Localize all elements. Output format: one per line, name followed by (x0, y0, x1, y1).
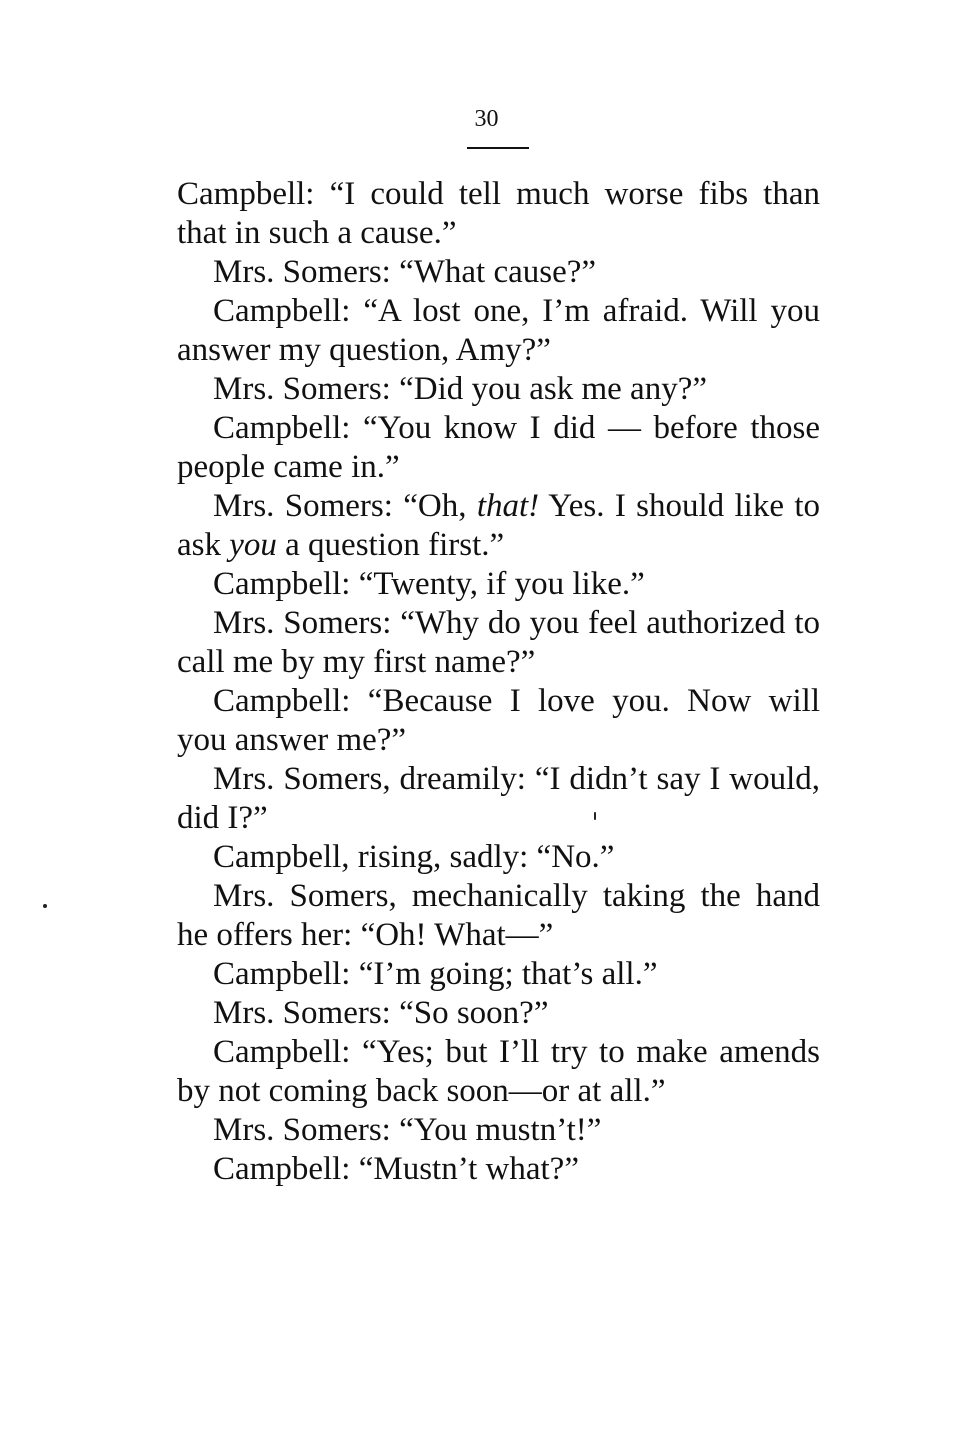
page-number-rule (467, 147, 529, 149)
paragraph: Mrs. Somers: “So soon?” (213, 995, 549, 1031)
paragraph-text: Mrs. Somers: “Oh, (213, 488, 477, 524)
paragraph: Mrs. Somers, dreamily: “I didn’t say I would, did I?” (177, 761, 820, 836)
paragraph-text: a question first.” (276, 527, 505, 563)
emphasized-word: that! (476, 488, 540, 524)
paragraph: Mrs. Somers: “You mustn’t!” (213, 1112, 602, 1148)
paragraph: Campbell: “A lost one, I’m afraid. Will you answer my question, Amy?” (177, 293, 820, 368)
paragraph: Campbell: “I could tell much worse fibs than that in such a cause.” (177, 176, 820, 251)
paragraph: Mrs. Somers: “Why do you feel authorized to call me by my first name?” (177, 605, 820, 680)
paragraph: Mrs. Somers: “Did you ask me any?” (213, 371, 707, 407)
paragraph (177, 487, 820, 565)
paragraph: Campbell: “Twenty, if you like.” (213, 566, 645, 602)
paragraph: Mrs. Somers, mechanically taking the hand he offers her: “Oh! What—” (177, 878, 820, 953)
paragraph-text: Yes. I should like to ask (177, 488, 820, 563)
paragraph: Campbell: “You know I did — before those people came in.” (177, 410, 820, 485)
paragraph: Campbell: “Yes; but I’ll try to make amends by not coming back soon—or at all.” (177, 1034, 820, 1109)
print-speck (594, 812, 596, 820)
paragraph: Mrs. Somers: “What cause?” (213, 254, 597, 290)
paragraph: Campbell: “I’m going; that’s all.” (213, 956, 658, 992)
emphasized-word: you (229, 527, 277, 563)
text-body (177, 175, 820, 1189)
page-number: 30 (474, 106, 499, 132)
paragraph: Campbell: “Mustn’t what?” (213, 1151, 579, 1187)
paragraph: Campbell, rising, sadly: “No.” (213, 839, 615, 875)
print-speck (43, 904, 47, 908)
paragraph: Campbell: “Because I love you. Now will you answer me?” (177, 683, 820, 758)
